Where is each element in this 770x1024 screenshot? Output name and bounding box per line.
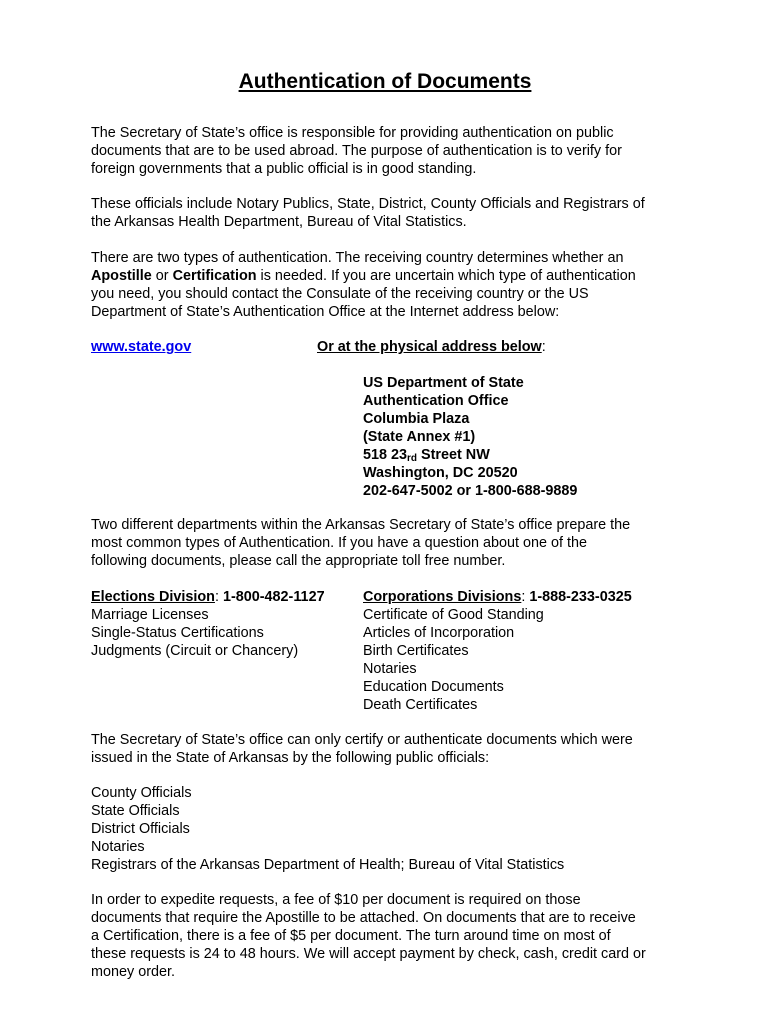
text-line: most common types of Authentication. If you have a question about one of the <box>91 535 587 551</box>
certification-term: Certification <box>172 268 257 284</box>
text-line: a Certification, there is a fee of $5 per document. The turn around time on most of <box>91 928 611 944</box>
list-item: Notaries <box>91 839 145 855</box>
page-title: Authentication of Documents <box>238 70 532 93</box>
text-rest: is needed. If you are uncertain which type of authentication <box>256 268 636 284</box>
text-line: These officials include Notary Publics, State, District, County Officials and Registrars of <box>91 196 645 212</box>
list-item: Notaries <box>363 661 417 677</box>
text-line: There are two types of authentication. The receiving country determines whether an <box>91 250 624 266</box>
list-item: Single-Status Certifications <box>91 625 264 641</box>
text-line: Department of State’s Authentication Office at the Internet address below: <box>91 304 560 320</box>
or-text: or <box>151 268 173 284</box>
corporations-phone: 1-888-233-0325 <box>529 589 632 605</box>
address-line: Washington, DC 20520 <box>363 465 518 481</box>
limitations-paragraph <box>91 731 691 767</box>
list-item: Registrars of the Arkansas Department of Health; Bureau of Vital Statistics <box>91 857 565 873</box>
list-item: County Officials <box>91 785 192 801</box>
authentication-types-paragraph <box>91 249 691 321</box>
elections-division <box>91 588 325 660</box>
list-item: Death Certificates <box>363 697 478 713</box>
list-item: Judgments (Circuit or Chancery) <box>91 643 299 659</box>
text-line: you need, you should contact the Consulate of the receiving country or the US <box>91 286 589 302</box>
address-line: (State Annex #1) <box>363 429 476 445</box>
departments-paragraph <box>91 516 691 570</box>
list-item: Education Documents <box>363 679 504 695</box>
text-line: In order to expedite requests, a fee of $10 per document is required on those <box>91 892 581 908</box>
mailing-address <box>363 374 577 500</box>
list-item: State Officials <box>91 803 180 819</box>
list-item: District Officials <box>91 821 190 837</box>
text-line: documents that are to be used abroad. The purpose of authentication is to verify for <box>91 143 622 159</box>
text-line: money order. <box>91 964 175 980</box>
text-line: The Secretary of State’s office is responsible for providing authentication on public <box>91 125 614 141</box>
text-line: documents that require the Apostille to be attached. On documents that are to receive <box>91 910 636 926</box>
text-line: following documents, please call the appropriate toll free number. <box>91 553 506 569</box>
text-line: Two different departments within the Arkansas Secretary of State’s office prepare the <box>91 517 631 533</box>
intro-paragraph <box>91 124 691 178</box>
address-line: 518 $23_{rd}$ Street NW <box>363 447 490 464</box>
list-item: Birth Certificates <box>363 643 469 659</box>
list-item: Marriage Licenses <box>91 607 209 623</box>
text-line: the Arkansas Health Department, Bureau of Vital Statistics. <box>91 214 467 230</box>
officials-paragraph <box>91 195 691 231</box>
text-line <box>91 267 691 285</box>
corporations-heading: Corporations Divisions: 1-888-233-0325 <box>363 589 632 605</box>
text-line: The Secretary of State’s office can only certify or authenticate documents which were <box>91 732 633 748</box>
apostille-term: Apostille <box>91 268 152 284</box>
address-heading-row <box>91 338 691 356</box>
corporations-division <box>363 588 632 714</box>
officials-list <box>91 784 691 874</box>
text-line: foreign governments that a public official is in good standing. <box>91 161 477 177</box>
list-item: Certificate of Good Standing <box>363 607 544 623</box>
address-line: US Department of State <box>363 375 524 391</box>
elections-phone: 1-800-482-1127 <box>222 589 325 605</box>
elections-heading: Elections Division: 1-800-482-1127 <box>91 589 325 605</box>
address-line: 202-647-5002 or 1-800-688-9889 <box>363 483 578 499</box>
text-line: issued in the State of Arkansas by the following public officials: <box>91 750 490 766</box>
fees-paragraph <box>91 891 691 981</box>
address-line: Authentication Office <box>363 393 509 409</box>
list-item: Articles of Incorporation <box>363 625 515 641</box>
text-line: these requests is 24 to 48 hours. We will accept payment by check, cash, credit card or <box>91 946 646 962</box>
address-line: Columbia Plaza <box>363 411 470 427</box>
physical-address-label: Or at the physical address below: <box>317 339 546 355</box>
website-link[interactable]: www.state.gov <box>91 339 192 355</box>
